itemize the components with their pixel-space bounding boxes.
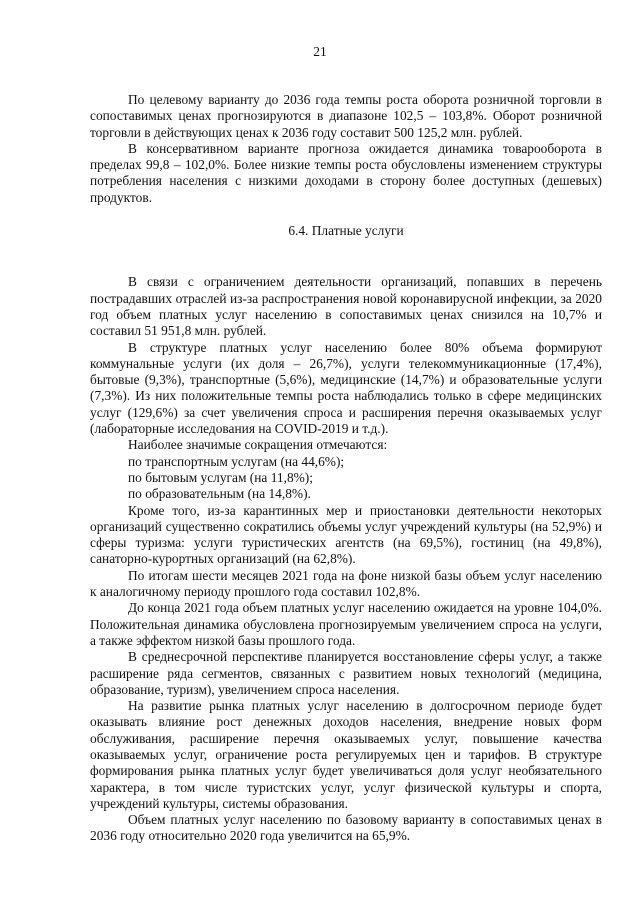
paragraph-retail-target: По целевому варианту до 2036 года темпы роста оборота розничной торговли в сопоставимых ценах прогнозируются в диапазоне 102,5 – 103,8%. Оборот розничной торговли в действующих ценах к 2036 году составит 500 125,2 млн. рублей. [90,92,602,140]
paragraph-retail-conservative: В консервативном варианте прогноза ожидается динамика товарооборота в пределах 99,8 – 102,0%. Более низкие темпы роста обусловлены изменением структуры потребления населения с низкими доходами в сторону более доступных (дешевых) продуктов. [90,140,602,205]
page-content [90,92,602,845]
paragraph-quarantine: Кроме того, из-за карантинных мер и приостановки деятельности некоторых организаций существенно сократились объемы услуг учреждений культуры (на 52,9%) и сферы туризма: услуги туристических агентств (на 69,5%), гостиниц (на 49,8%), санаторно-курортных организаций (на 62,8%). [90,502,602,567]
paragraph-services-structure: В структуре платных услуг населению более 80% объема формируют коммунальные услуги (их доля – 26,7%), услуги телекоммуникационные (17,4%), бытовые (9,3%), транспортные (5,6%), медицинские (14,7%) и образовательные услуги (7,3%). Из них положительные темпы роста наблюдались только в сфере медицинских услуг (129,6%) за счет увеличения спроса и расширения перечня оказываемых услуг (лабораторные исследования на COVID-2019 и т.д.). [90,339,602,437]
paragraph-services-2020: В связи с ограничением деятельности организаций, попавших в перечень пострадавших отраслей из-за распространения новой коронавирусной инфекции, за 2020 год объем платных услуг населению в сопоставимых ценах снизился на 10,7% и составил 51 951,8 млн. рублей. [90,274,602,339]
paragraph-six-months-2021: По итогам шести месяцев 2021 года на фоне низкой базы объем услуг населению к аналогичному периоду прошлого года составил 102,8%. [90,567,602,600]
paragraph-base-forecast: Объем платных услуг населению по базовому варианту в сопоставимых ценах в 2036 году относительно 2020 года увеличится на 65,9%. [90,812,602,844]
list-item-household: по бытовым услугам (на 11,8%); [128,469,313,485]
list-item-education: по образовательным (на 14,8%). [128,486,311,502]
list-item-transport: по транспортным услугам (на 44,6%); [128,453,345,469]
section-heading: 6.4. Платные услуги [288,223,404,239]
paragraph-medium-term: В среднесрочной перспективе планируется восстановление сферы услуг, а также расширение ряда сегментов, связанных с развитием новых технологий (медицина, образование, туризм), увеличением спроса населения. [90,649,602,697]
page-number: 21 [313,44,327,59]
paragraph-reductions-intro: Наиболее значимые сокращения отмечаются: [128,437,388,453]
paragraph-long-term: На развитие рынка платных услуг населению в долгосрочном периоде будет оказывать влияние рост денежных доходов населения, внедрение новых форм обслуживания, расширение перечня оказываемых услуг, повышение качества оказываемых услуг, ограничение роста регулируемых цен и тарифов. В структуре формирования рынка платных услуг будет увеличиваться доля услуг необязательного характера, в том числе туристских услуг, услуг физической культуры и спорта, учреждений культуры, системы образования. [90,698,602,811]
paragraph-end-2021: До конца 2021 года объем платных услуг населению ожидается на уровне 104,0%. Положительная динамика обусловлена прогнозируемым увеличением спроса на услуги, а также эффектом низкой базы прошлого года. [90,600,602,648]
